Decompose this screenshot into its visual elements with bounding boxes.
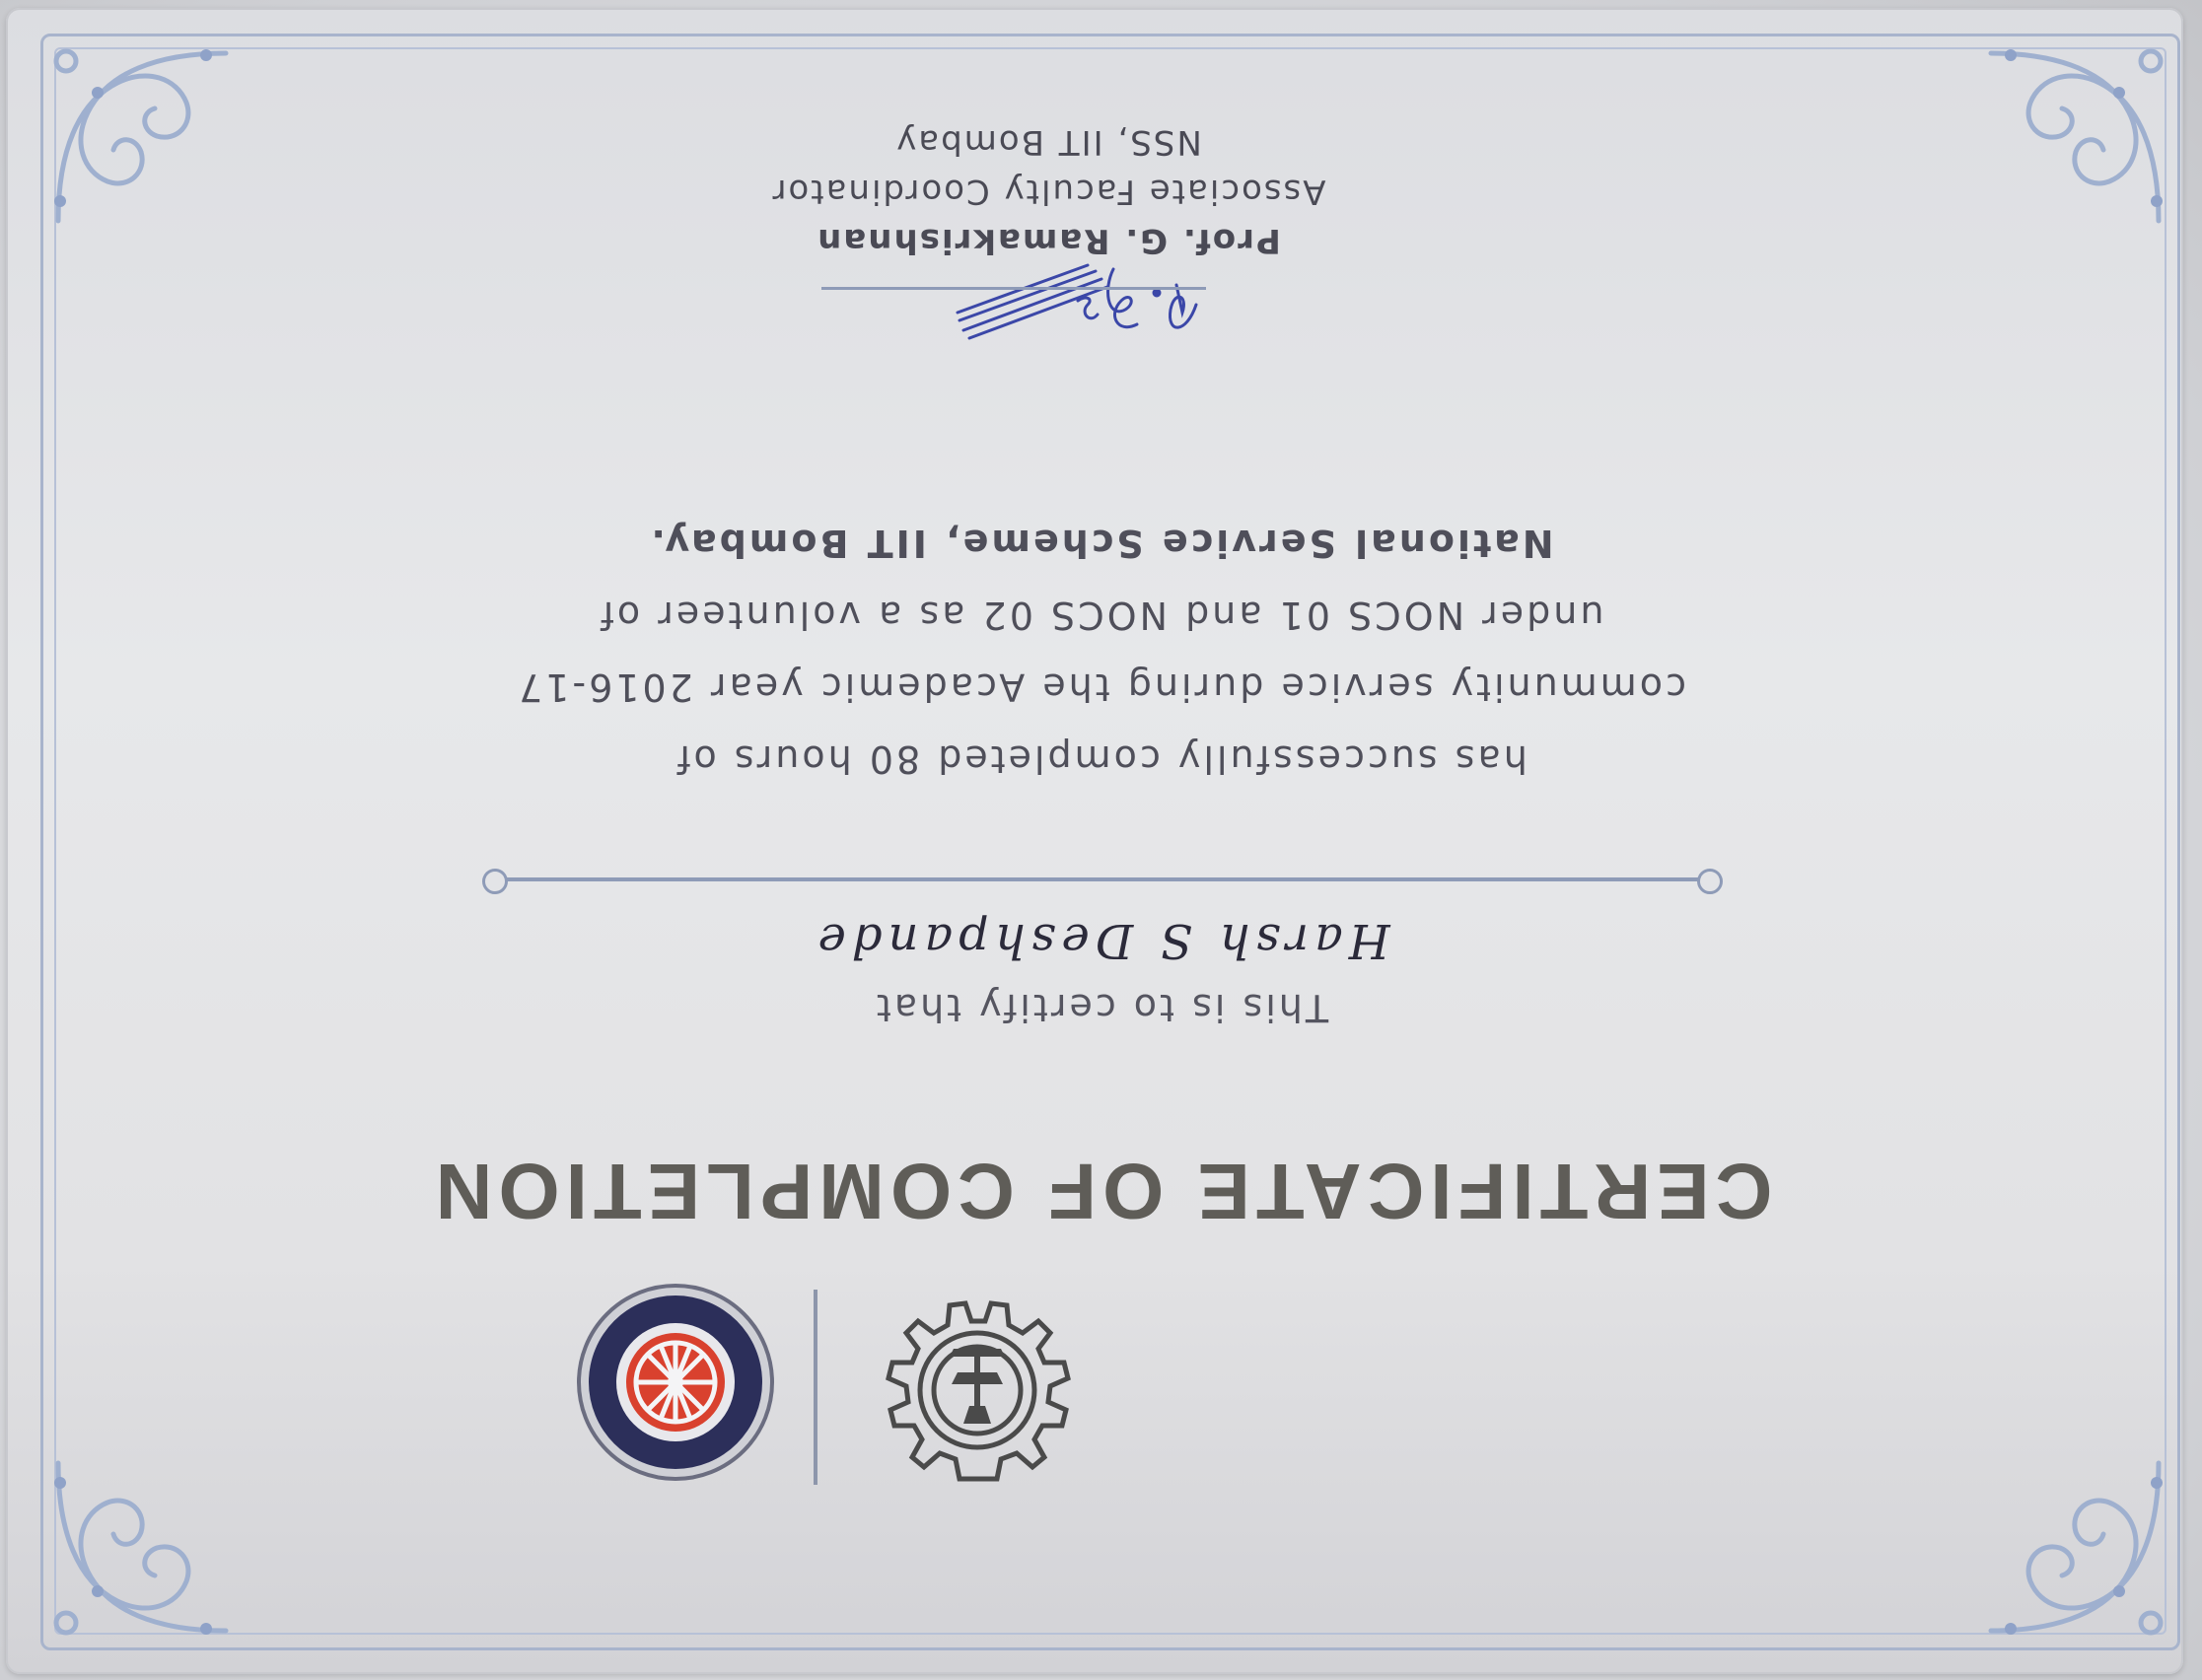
body-line-3: under NOCS 01 and NOCS 02 as a volunteer of <box>598 594 1604 637</box>
certificate-body <box>0 507 2202 795</box>
recipient-name: Harsh S Deshpande <box>812 913 1390 968</box>
iit-bombay-logo-icon <box>865 1276 1082 1493</box>
logo-row <box>589 1276 1082 1493</box>
signatory-organization: NSS, IIT Bombay <box>894 122 1202 162</box>
body-line-2: community service during the Academic year 2016-17 <box>516 665 1686 709</box>
certificate-title: CERTIFICATE OF COMPLETION <box>429 1148 1773 1235</box>
signatory-name: Prof. G. Ramakrishnan <box>816 221 1281 260</box>
corner-flourish-bottom-right <box>38 34 246 241</box>
signature-line <box>821 287 1206 290</box>
nss-logo-icon <box>574 1281 776 1483</box>
certify-intro: This is to certify that <box>873 986 1329 1029</box>
name-underline <box>496 877 1709 881</box>
body-line-4: National Service Scheme, IIT Bombay. <box>648 522 1554 565</box>
body-line-1: has successfully completed 80 hours of <box>675 737 1527 781</box>
signatory-block <box>703 117 1393 265</box>
handwritten-signature <box>950 255 1206 364</box>
name-line-right-dot <box>482 869 508 894</box>
corner-flourish-top-left <box>1971 1443 2178 1650</box>
logo-divider <box>814 1290 817 1485</box>
corner-flourish-top-right <box>38 1443 246 1650</box>
name-line-left-dot <box>1697 869 1723 894</box>
signatory-designation: Associate Faculty Coordinator <box>770 172 1326 211</box>
corner-flourish-bottom-left <box>1971 34 2178 241</box>
